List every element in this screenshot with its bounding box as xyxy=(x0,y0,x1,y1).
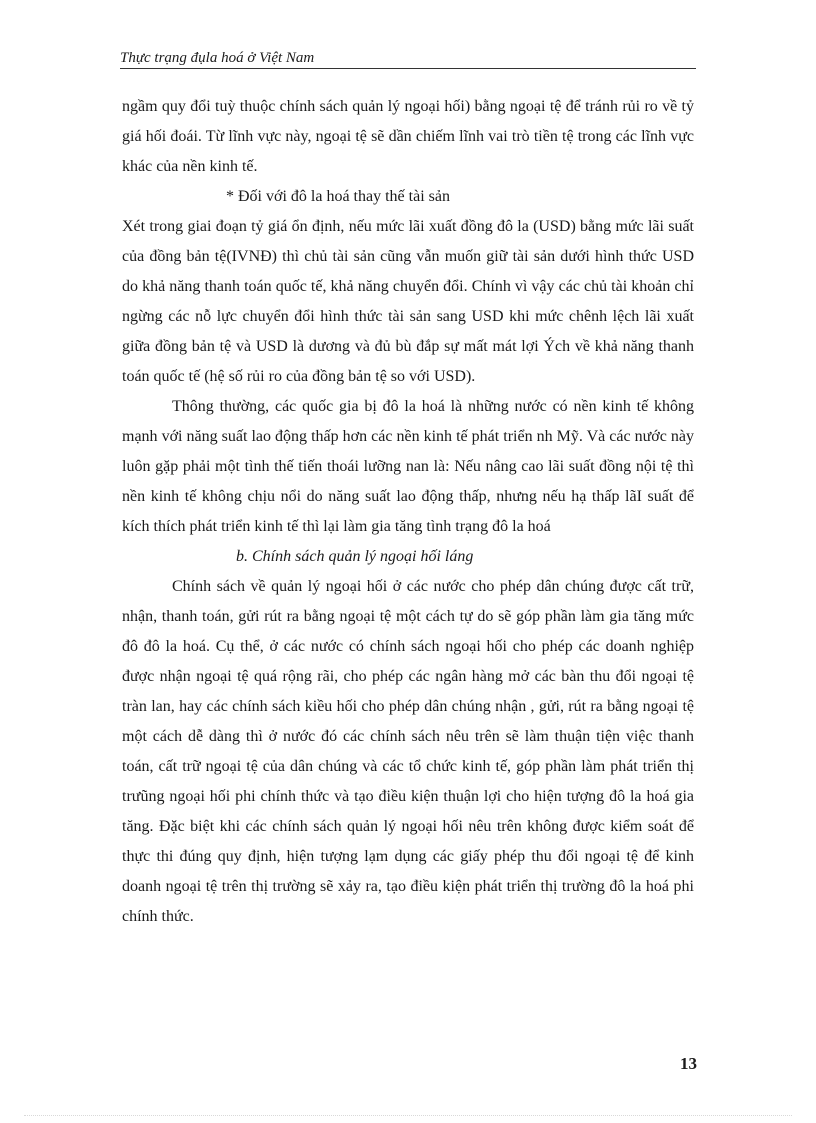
section-heading-b: b. Chính sách quản lý ngoại hối láng xyxy=(236,548,474,565)
subheading-asset-substitution: * Đối với đô la hoá thay thế tài sản xyxy=(226,188,450,205)
header-title: Thực trạng đụla hoá ở Việt Nam xyxy=(120,50,315,66)
page-number: 13 xyxy=(680,1054,697,1073)
paragraph-3: Thông thường, các quốc gia bị đô la hoá là những nước có nền kinh tế không mạnh với năng suất lao động thấp hơn các nền kinh tế phát triển nh Mỹ. Và các nước này luôn gặp phải một tình thế tiến thoái lưỡng nan là: Nếu nâng cao lãi suất đồng nội tệ thì nền kinh tế không chịu nổi do năng suất lao động thấp, nhưng nếu hạ thấp lãI suất để kích thích phát triển kinh tế thì lại làm gia tăng tình trạng đô la hoá xyxy=(122,398,694,535)
paragraph-1: ngầm quy đổi tuỳ thuộc chính sách quản lý ngoại hối) bằng ngoại tệ để tránh rủi ro về tỷ giá hối đoái. Từ lĩnh vực này, ngoại tệ sẽ dần chiếm lĩnh vai trò tiền tệ trong các lĩnh vực khác của nền kinh tế. xyxy=(122,98,694,175)
page-bottom-rule xyxy=(24,1115,792,1116)
running-header xyxy=(120,48,696,69)
paragraph-2: Xét trong giai đoạn tỷ giá ổn định, nếu mức lãi xuất đồng đô la (USD) bằng mức lãi suất của đồng bản tệ(IVNĐ) thì chủ tài sản cũng vẫn muốn giữ tài sản dưới hình thức USD do khả năng thanh toán quốc tế, khả năng chuyển đổi. Chính vì vậy các chủ tài khoản chỉ ngừng các nỗ lực chuyển đổi hình thức tài sản sang USD khi mức chênh lệch lãi xuất giữa đồng bản tệ và USD là dương và đủ bù đắp sự mất mát lợi Ých về khả năng thanh toán quốc tế (hệ số rủi ro của đồng bản tệ so với USD). xyxy=(122,218,694,385)
document-body xyxy=(122,92,694,932)
paragraph-4: Chính sách về quản lý ngoại hối ở các nước cho phép dân chúng được cất trữ, nhận, thanh toán, gửi rút ra bằng ngoại tệ một cách tự do sẽ góp phần làm gia tăng mức đô đô la hoá. Cụ thể, ở các nước có chính sách ngoại hối cho phép các doanh nghiệp được nhận ngoại tệ quá rộng rãi, cho phép các ngân hàng mở các bàn thu đổi ngoại tệ tràn lan, hay các chính sách kiều hối cho phép dân chúng nhận , gửi, rút ra bằng ngoại tệ một cách dễ dàng thì ở nước đó các chính sách nêu trên sẽ làm thuận tiện việc thanh toán, cất trữ ngoại tệ của dân chúng và các tổ chức kinh tế, góp phần làm phát triển thị trưũng ngoại hối phi chính thức và tạo điều kiện thuận lợi cho hiện tượng đô la hoá gia tăng. Đặc biệt khi các chính sách quản lý ngoại hối nêu trên không được kiểm soát để thực thi đúng quy định, hiện tượng lạm dụng các giấy phép thu đổi ngoại tệ để kinh doanh ngoại tệ trên thị trường sẽ xảy ra, tạo điều kiện phát triển thị trường đô la hoá phi chính thức. xyxy=(122,578,694,925)
